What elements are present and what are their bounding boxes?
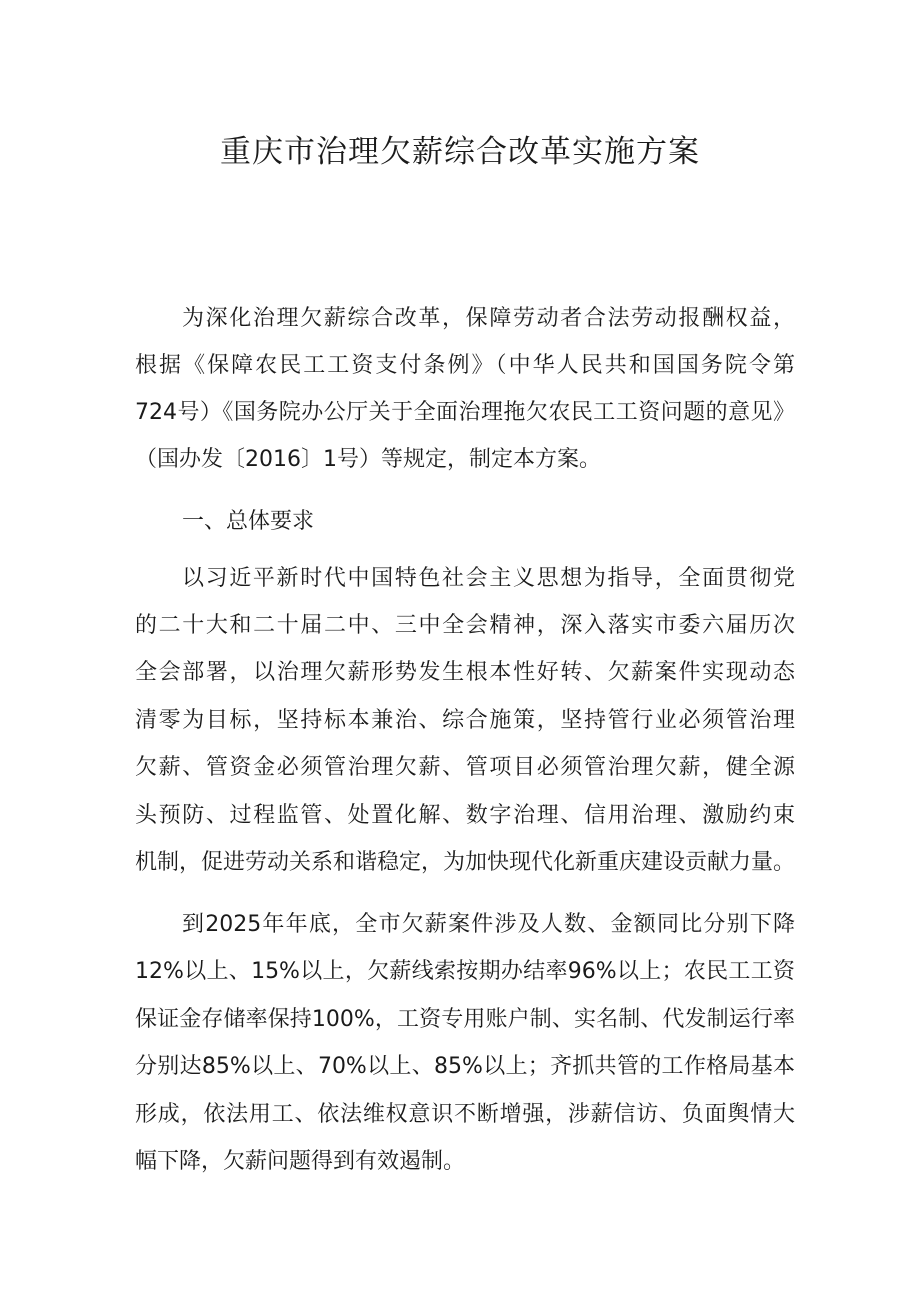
section-1-para-2-line-4: 分别达85%以上、70%以上、85%以上；齐抓共管的工作格局基本 <box>135 1054 795 1079</box>
section-1-para-2-line-3: 保证金存储率保持100%，工资专用账户制、实名制、代发制运行率 <box>135 1007 795 1032</box>
section-1-para-1-line-1: 以习近平新时代中国特色社会主义思想为指导，全面贯彻党 <box>182 566 795 591</box>
document-title: 重庆市治理欠薪综合改革实施方案 <box>220 134 700 170</box>
intro-line-1: 为深化治理欠薪综合改革，保障劳动者合法劳动报酬权益， <box>182 306 795 331</box>
section-heading-general-requirements: 一、总体要求 <box>182 509 315 534</box>
section-1-para-2-line-5: 形成，依法用工、依法维权意识不断增强，涉薪信访、负面舆情大 <box>135 1102 795 1127</box>
section-1-para-1-line-3: 全会部署，以治理欠薪形势发生根本性好转、欠薪案件实现动态 <box>135 660 795 685</box>
section-1-para-1-line-2: 的二十大和二十届二中、三中全会精神，深入落实市委六届历次 <box>135 613 795 638</box>
section-1-para-2-line-6: 幅下降，欠薪问题得到有效遏制。 <box>135 1149 466 1174</box>
section-1-para-1-line-6: 头预防、过程监管、处置化解、数字治理、信用治理、激励约束 <box>135 803 795 828</box>
intro-line-3: 724号）《国务院办公厅关于全面治理拖欠农民工工资问题的意见》 <box>135 400 795 425</box>
section-1-para-2-line-2: 12%以上、15%以上，欠薪线索按期办结率96%以上；农民工工资 <box>135 959 795 984</box>
section-1-para-2-line-1: 到2025年年底，全市欠薪案件涉及人数、金额同比分别下降 <box>182 912 795 937</box>
intro-line-4: （国办发〔2016〕1号）等规定，制定本方案。 <box>135 447 601 472</box>
section-1-para-1-line-5: 欠薪、管资金必须管治理欠薪、管项目必须管治理欠薪，健全源 <box>135 755 795 780</box>
section-1-para-1-line-7: 机制，促进劳动关系和谐稳定，为加快现代化新重庆建设贡献力量。 <box>135 850 795 875</box>
section-1-para-1-line-4: 清零为目标，坚持标本兼治、综合施策，坚持管行业必须管治理 <box>135 708 795 733</box>
intro-line-2: 根据《保障农民工工资支付条例》（中华人民共和国国务院令第 <box>135 353 795 378</box>
